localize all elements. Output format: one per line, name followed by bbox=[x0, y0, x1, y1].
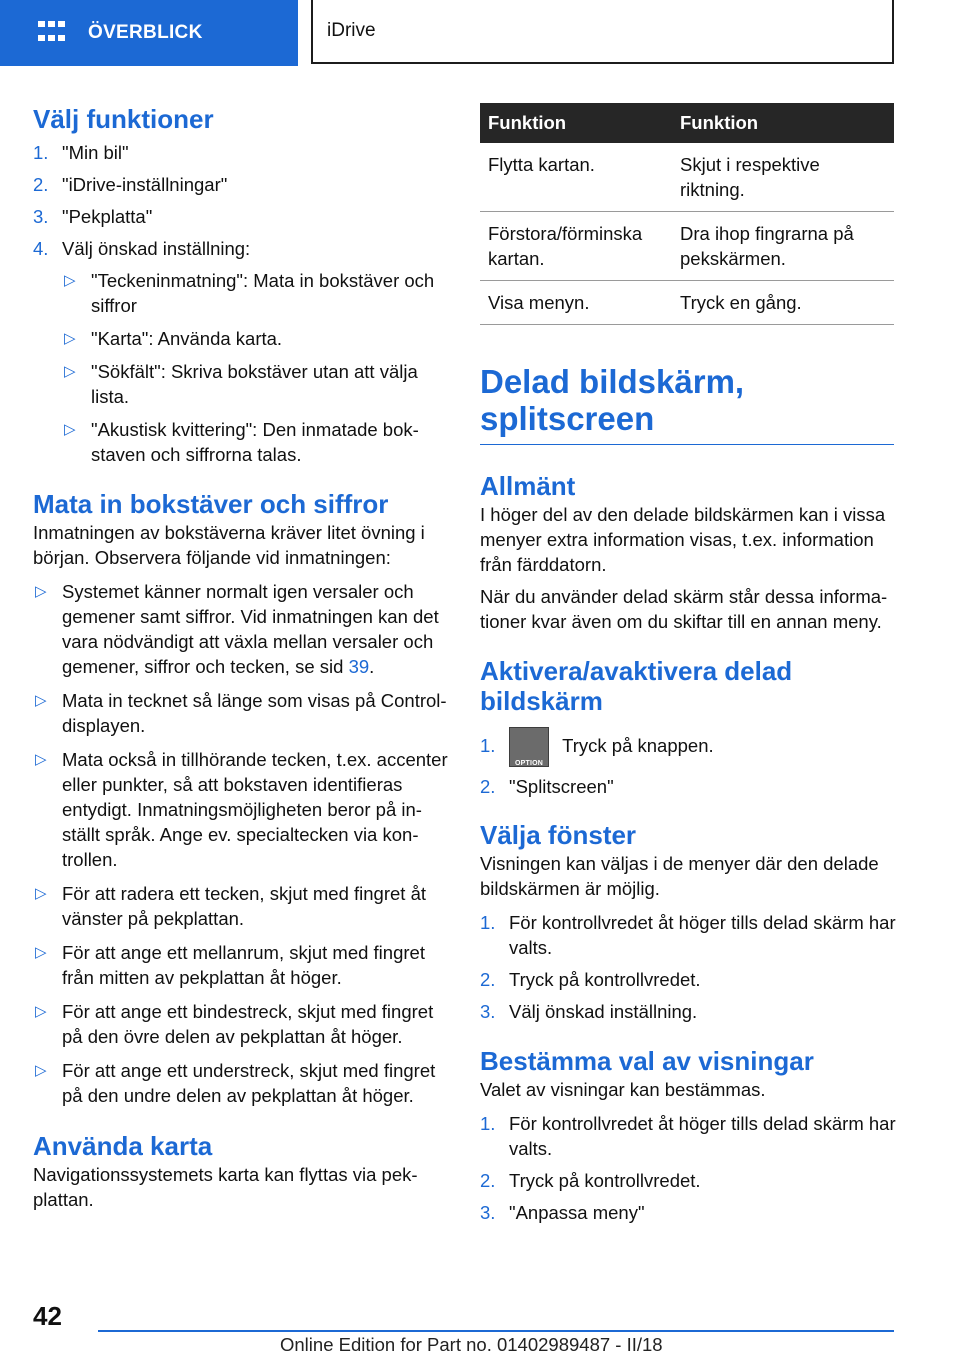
bullet-triangle-icon: ▷ bbox=[35, 885, 47, 902]
views-intro: Valet av visningar kan bestämmas. bbox=[480, 1079, 766, 1100]
bullet-triangle-icon: ▷ bbox=[35, 583, 47, 600]
list-item: 2. "iDrive-inställningar" bbox=[33, 174, 228, 195]
bullet-triangle-icon: ▷ bbox=[35, 1062, 47, 1079]
list-item: 1. För kontrollvredet åt höger tills delad skärm har valts. bbox=[480, 1113, 896, 1159]
general-paragraph-2: När du använder delad skärm står dessa informationer kvar även om du skiftar till en annan meny. bbox=[480, 586, 888, 632]
list-item: ▷ För att radera ett tecken, skjut med fingret åt vänster på pekplattan. bbox=[35, 883, 427, 929]
list-item: ▷ "Teckeninmatning": Mata in bokstäver och siffror bbox=[64, 270, 435, 316]
list-item: ▷ För att ange ett bindestreck, skjut med fingret på den övre delen av pekplattan åt höger. bbox=[35, 1001, 434, 1047]
input-tips-list bbox=[33, 579, 449, 1108]
list-item: 2. "Splitscreen" bbox=[480, 776, 614, 797]
function-table bbox=[480, 103, 894, 325]
select-window-heading: Välja fönster bbox=[480, 820, 637, 850]
list-item: 2. Tryck på kontrollvredet. bbox=[480, 1170, 701, 1191]
bullet-triangle-icon: ▷ bbox=[64, 330, 76, 347]
list-item: ▷ För att ange ett mellanrum, skjut med fingret från mitten av pekplattan åt höger. bbox=[35, 942, 425, 988]
left-column bbox=[33, 104, 449, 1212]
list-item: ▷ Systemet känner normalt igen versaler och gemener samt siffror. Vid inmatningen kan det vara nödvändigt att växla mellan versaler och gemener, siffror och tecken, se sid 39. bbox=[35, 581, 439, 677]
select-window-steps bbox=[480, 910, 896, 1024]
bullet-triangle-icon: ▷ bbox=[35, 751, 47, 768]
footer-divider bbox=[98, 1330, 894, 1332]
chapter-label: iDrive bbox=[327, 20, 376, 41]
bullet-triangle-icon: ▷ bbox=[64, 272, 76, 289]
table-header: Funktion bbox=[480, 103, 672, 143]
page-number: 42 bbox=[33, 1301, 62, 1331]
splitscreen-heading: Delad bildskärm, splitscreen bbox=[480, 363, 745, 437]
top-bar bbox=[0, 0, 960, 66]
general-heading: Allmänt bbox=[480, 471, 576, 501]
heading-divider bbox=[480, 444, 894, 445]
list-item: ▷ Mata också in tillhörande tecken, t.ex. accenter eller punkter, så att bokstaven identifieras entydigt. Inmatningsmöjligheten beror på inställt språk. Ange ev. specialtecken via kontrollen. bbox=[35, 749, 448, 870]
list-item: 1. För kontrollvredet åt höger tills delad skärm har valts. bbox=[480, 912, 896, 958]
grid-menu-icon bbox=[38, 21, 66, 45]
list-item: ▷ "Akustisk kvittering": Den inmatade bokstaven och siffrorna talas. bbox=[64, 419, 419, 465]
input-letters-intro: Inmatningen av bokstäverna kräver litet övning i början. Observera följande vid inmatningen: bbox=[33, 522, 425, 568]
list-item: ▷ "Karta": Använda karta. bbox=[64, 328, 283, 349]
list-item: 3. Välj önskad inställning. bbox=[480, 1001, 698, 1022]
list-item: 2. Tryck på kontrollvredet. bbox=[480, 969, 701, 990]
bullet-triangle-icon: ▷ bbox=[64, 421, 76, 438]
settings-options-list bbox=[33, 268, 449, 467]
bullet-triangle-icon: ▷ bbox=[35, 692, 47, 709]
views-heading: Bestämma val av visningar bbox=[480, 1046, 814, 1076]
overview-label: ÖVERBLICK bbox=[88, 22, 203, 43]
chapter-tab[interactable] bbox=[311, 0, 894, 64]
list-item: 1. "Min bil" bbox=[33, 142, 129, 163]
list-item: ▷ För att ange ett understreck, skjut med fingret på den undre delen av pekplattan åt höger. bbox=[35, 1060, 436, 1106]
toggle-split-heading: Aktivera/avaktivera delad bildskärm bbox=[480, 656, 793, 716]
page-reference-link[interactable]: 39 bbox=[348, 656, 370, 677]
general-paragraph-1: I höger del av den delade bildskärmen kan i vissa menyer extra information visas, t.ex. information från färddatorn. bbox=[480, 504, 886, 575]
bullet-triangle-icon: ▷ bbox=[64, 363, 76, 380]
list-item: 4. Välj önskad inställning: bbox=[33, 238, 251, 259]
select-window-intro: Visningen kan väljas i de menyer där den delade bildskärmen är möjlig. bbox=[480, 853, 879, 899]
select-functions-heading: Välj funktioner bbox=[33, 104, 214, 134]
list-item: 1. OPTION Tryck på knappen. bbox=[480, 724, 896, 768]
use-map-text: Navigationssystemets karta kan flyttas via pekplattan. bbox=[33, 1164, 418, 1210]
views-steps bbox=[480, 1111, 896, 1225]
toggle-split-steps bbox=[480, 724, 896, 799]
table-row: Förstora/förminska kartan. Dra ihop fingrarna på pekskärmen. bbox=[480, 212, 894, 281]
list-item: 3. "Pekplatta" bbox=[33, 206, 153, 227]
use-map-heading: Använda karta bbox=[33, 1131, 213, 1161]
option-button-icon: OPTION bbox=[509, 727, 549, 767]
select-functions-steps bbox=[33, 140, 449, 261]
table-row: Visa menyn. Tryck en gång. bbox=[480, 281, 894, 325]
bullet-triangle-icon: ▷ bbox=[35, 1003, 47, 1020]
overview-tab[interactable] bbox=[0, 0, 298, 66]
right-column bbox=[480, 103, 896, 1225]
bullet-triangle-icon: ▷ bbox=[35, 944, 47, 961]
table-row: Flytta kartan. Skjut i respektive riktning. bbox=[480, 143, 894, 212]
list-item: 3. "Anpassa meny" bbox=[480, 1202, 645, 1223]
input-letters-heading: Mata in bokstäver och siffror bbox=[33, 489, 389, 519]
table-header: Funktion bbox=[672, 103, 894, 143]
list-item: ▷ "Sökfält": Skriva bokstäver utan att välja lista. bbox=[64, 361, 418, 407]
list-item: ▷ Mata in tecknet så länge som visas på Control-displayen. bbox=[35, 690, 447, 736]
edition-text: Online Edition for Part no. 01402989487 - II/18 bbox=[280, 1334, 663, 1355]
